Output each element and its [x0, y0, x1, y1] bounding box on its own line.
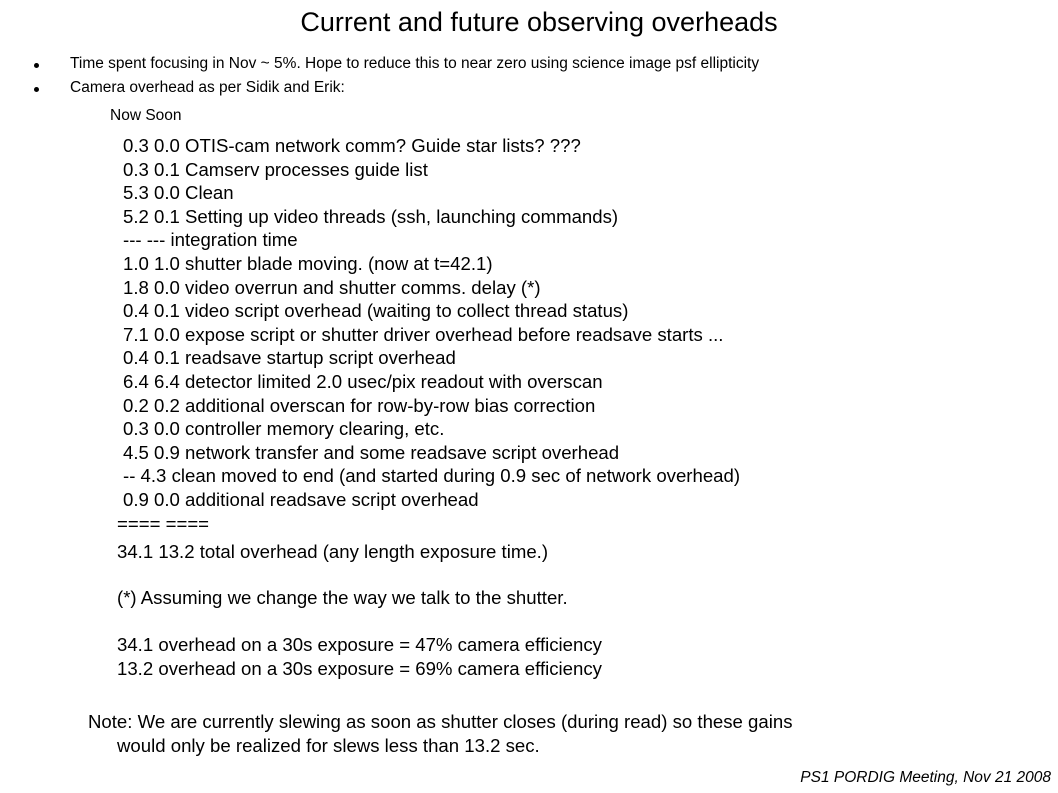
- overhead-row: 5.2 0.1 Setting up video threads (ssh, launching commands): [123, 205, 619, 227]
- overhead-row: 0.9 0.0 additional readsave script overhead: [123, 488, 479, 510]
- bullet-text: Time spent focusing in Nov ~ 5%. Hope to reduce this to near zero using science image psf ellipticity: [70, 55, 760, 72]
- overhead-row: --- --- integration time: [123, 229, 298, 251]
- overhead-table: [123, 134, 740, 512]
- bullet-dot-icon: [34, 87, 39, 92]
- slew-note: [88, 710, 793, 758]
- total-overhead-line: 34.1 13.2 total overhead (any length exposure time.): [117, 541, 549, 562]
- overhead-row: 0.3 0.0 controller memory clearing, etc.: [123, 418, 445, 440]
- totals-separator: ==== ====: [117, 513, 210, 534]
- overhead-row: 0.2 0.2 additional overscan for row-by-row bias correction: [123, 394, 596, 416]
- overhead-row: 0.4 0.1 readsave startup script overhead: [123, 347, 456, 369]
- overhead-row: 0.4 0.1 video script overhead (waiting to collect thread status): [123, 300, 629, 322]
- bullet-item-camera-overhead: [34, 76, 759, 100]
- overhead-row: 0.3 0.1 Camserv processes guide list: [123, 158, 428, 180]
- footer-meeting-label: PS1 PORDIG Meeting, Nov 21 2008: [800, 769, 1051, 786]
- bullet-item-focusing: [34, 52, 759, 76]
- overhead-row: 6.4 6.4 detector limited 2.0 usec/pix readout with overscan: [123, 370, 603, 392]
- assumption-note: (*) Assuming we change the way we talk to the shutter.: [117, 587, 568, 608]
- overhead-row: 1.8 0.0 video overrun and shutter comms. delay (*): [123, 276, 541, 298]
- overhead-row: 7.1 0.0 expose script or shutter driver overhead before readsave starts ...: [123, 323, 724, 345]
- overhead-row: 0.3 0.0 OTIS-cam network comm? Guide star lists? ???: [123, 135, 581, 156]
- slew-note-line: would only be realized for slews less than 13.2 sec.: [117, 735, 540, 756]
- efficiency-line-soon: 13.2 overhead on a 30s exposure = 69% camera efficiency: [117, 658, 602, 679]
- overhead-row: 1.0 1.0 shutter blade moving. (now at t=42.1): [123, 252, 493, 274]
- bullet-text: Camera overhead as per Sidik and Erik:: [70, 79, 345, 96]
- slew-note-line: Note: We are currently slewing as soon as shutter closes (during read) so these gains: [88, 711, 793, 732]
- overhead-row: 4.5 0.9 network transfer and some readsave script overhead: [123, 441, 620, 463]
- overhead-row: 5.3 0.0 Clean: [123, 182, 234, 204]
- bullet-dot-icon: [34, 63, 39, 68]
- slide-title: Current and future observing overheads: [300, 7, 778, 37]
- columns-header: Now Soon: [110, 107, 182, 124]
- efficiency-line-now: 34.1 overhead on a 30s exposure = 47% camera efficiency: [117, 634, 602, 655]
- bullet-list: [34, 52, 759, 100]
- overhead-row: -- 4.3 clean moved to end (and started during 0.9 sec of network overhead): [123, 465, 741, 487]
